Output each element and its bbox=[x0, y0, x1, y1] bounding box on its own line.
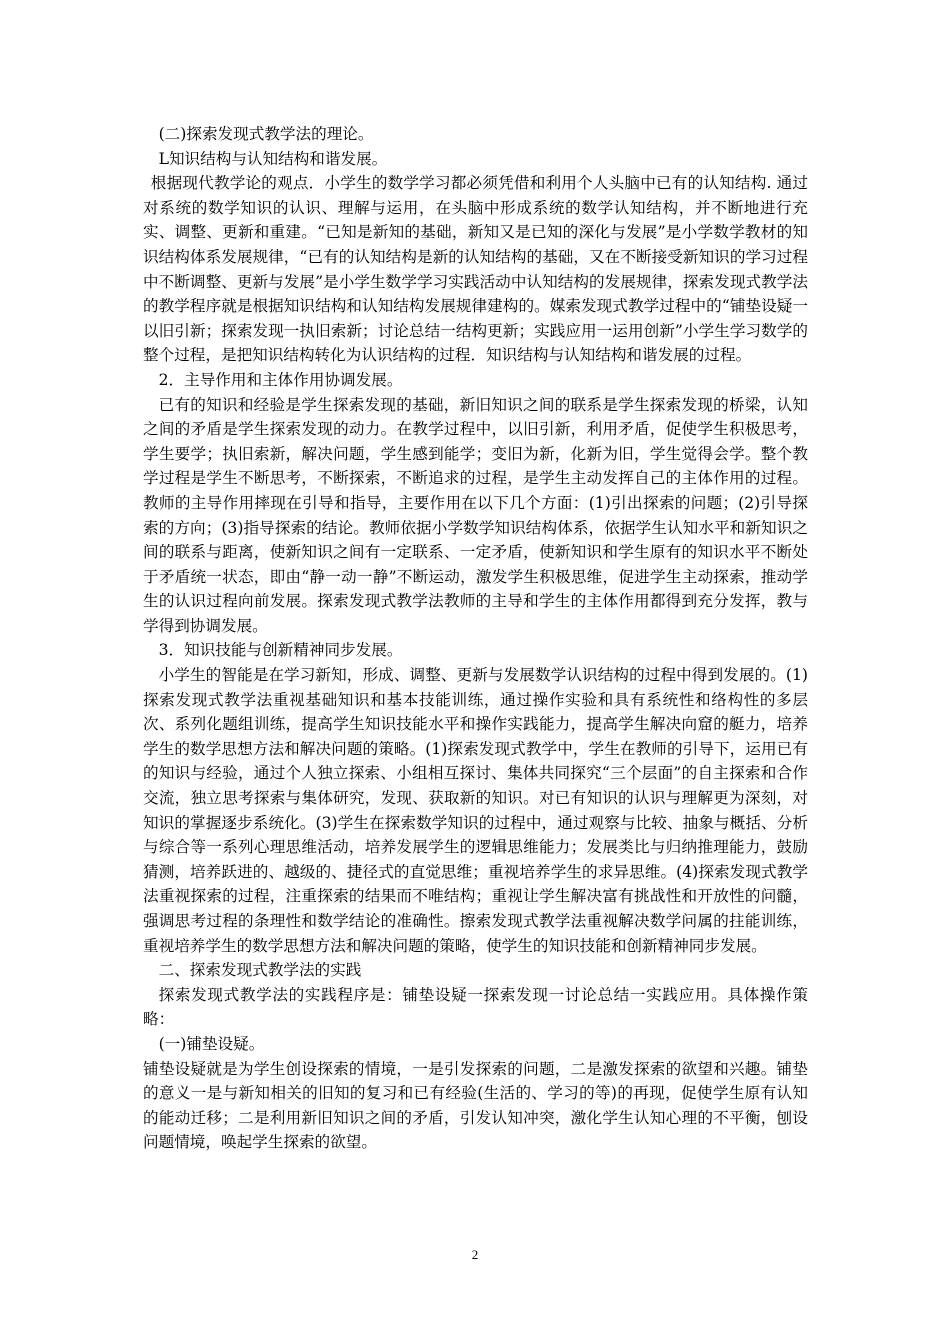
subsection-heading: (一)铺垫设疑。 bbox=[158, 1034, 265, 1053]
body-paragraph: 根据现代教学论的观点．小学生的数学学习都必须凭借和利用个人头脑中已有的认知结构. 通过对系统的数学知识的认识、理解与运用，在头脑中形成系统的数学认知结构，并不断地进行充实、调整、更新和重建。“已知是新知的基础，新知又是已知的深化与发展”是小学数学教材的知识结构体系发展规律，“已有的认知结构是新的认知结构的基础，又在不断接受新知识的学习过程中不断调整、更新与发展”是小学生数学学习实践活动中认知结构的发展规律，探索发现式教学法的教学程序就是根据知识结构和认知结构发展规律建构的。媒索发现式教学过程中的“铺垫设疑一以旧引新；探索发现一执旧索新；讨论总结一结构更新；实践应用一运用创新”小学生学习数学的整个过程，是把知识结构转化为认识结构的过程．知识结构与认知结构和谐发展的过程。 bbox=[143, 174, 808, 365]
page-number: 2 bbox=[471, 1247, 479, 1262]
point-heading: 3．知识技能与创新精神同步发展。 bbox=[158, 641, 403, 660]
body-paragraph: 小学生的智能是在学习新知，形成、调整、更新与发展数学认识结构的过程中得到发展的。(1)探索发现式教学法重视基础知识和基本技能训练，通过操作实验和具有系统性和络构性的多层次、系列化题组训练，提高学生知识技能水平和操作实践能力，提高学生解决向窟的艇力，培养学生的数学思想方法和解决问题的策略。(1)探索发现式教学中，学生在教师的引导下，运用已有的知识与经验，通过个人独立探索、小组相互探讨、集体共同探究“三个层面”的自主探索和合作交流，独立思考探索与集体研究，发现、获取新的知识。对已有知识的认识与理解更为深刻，对知识的掌握逐步系统化。(3)学生在探索数学知识的过程中，通过观察与比较、抽象与概括、分析与综合等一系列心理思维活动，培养发展学生的逻辑思维能力；发展类比与归纳推理能力，鼓励猜测，培养跃进的、越级的、捷径式的直觉思维；重视培养学生的求异思维。(4)探索发现式教学法重视探索的过程，注重探索的结果而不唯结构；重视让学生解决富有挑战性和开放性的问髓，强调思考过程的条理性和数学结论的准确性。擦索发现式教学法重视解决数学问属的拄能训练，重视培养学生的数学思想方法和解决问题的策略，使学生的知识技能和创新精神同步发展。 bbox=[143, 666, 808, 955]
point-heading: 2．主导作用和主体作用协调发展。 bbox=[158, 370, 403, 389]
body-paragraph: 铺垫设疑就是为学生创设探索的情境，一是引发探索的问题，二是激发探索的欲望和兴趣。铺垫的意义一是与新知相关的旧知的复习和已有经验(生活的、学习的等)的再现，促使学生原有认知的能动迁移；二是利用新旧知识之间的矛盾，引发认知冲突，激化学生认知心理的不平衡，刨设问题情境，唤起学生探索的欲望。 bbox=[143, 1059, 808, 1152]
body-paragraph: 探索发现式教学法的实践程序是：铺垫设疑一探索发现一讨论总结一实践应用。具体操作策略： bbox=[143, 985, 808, 1029]
subsection-heading: (二)探索发现式教学法的理论。 bbox=[158, 125, 374, 143]
section-heading: 二、探索发现式教学法的实践 bbox=[158, 961, 362, 980]
document-body bbox=[143, 122, 808, 1155]
body-paragraph: 已有的知识和经验是学生探索发现的基础，新旧知识之间的联系是学生探索发现的桥梁，认知之间的矛盾是学生探索发现的动力。在教学过程中，以旧引新，利用矛盾，促使学生积极思考，学生要学；执旧索新，解决问题，学生感到能学；变旧为新，化新为旧，学生觉得会学。整个教学过程是学生不断思考，不断探索，不断追求的过程，是学生主动发挥自己的主体作用的过程。教师的主导作用摔现在引导和指导，主要作用在以下几个方面：(1)引出探索的问题；(2)引导探索的方向；(3)指导探索的结论。教师依据小学数学知识结构体系，依据学生认知水平和新知识之间的联系与距离，使新知识之间有一定联系、一定矛盾，使新知识和学生原有的知识水平不断处于矛盾统一状态，即由“静一动一静”不断运动，激发学生积极思维，促进学生主动探索，推动学生的认识过程向前发展。探索发现式教学法教师的主导和学生的主体作用都得到充分发挥，教与学得到协调发展。 bbox=[143, 395, 808, 635]
point-heading: L知识结构与认知结构和谐发展。 bbox=[158, 149, 388, 168]
